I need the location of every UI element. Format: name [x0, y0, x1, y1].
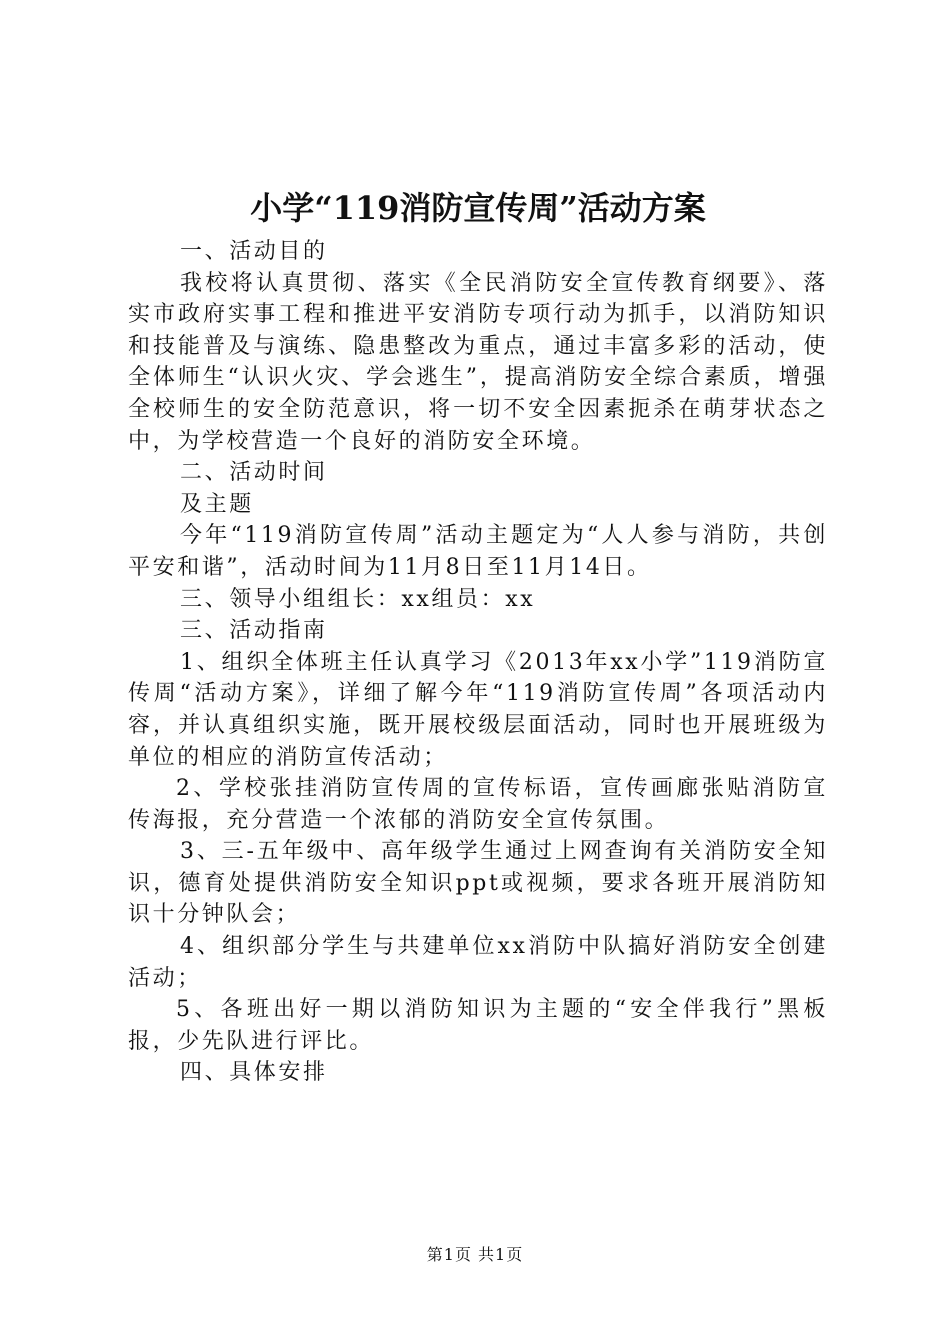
page-footer: 第1页 共1页 — [426, 1245, 524, 1264]
paragraph-purpose: 我校将认真贯彻、落实《全民消防安全宣传教育纲要》、落实市政府实事工程和推进平安消防专项行动为抓手，以消防知识和技能普及与演练、隐患整改为重点，通过丰富多彩的活动，使全体师生“认识火灾、学会逃生”，提高消防安全综合素质，增强全校师生的安全防范意识，将一切不安全因素扼杀在萌芽状态之中，为学校营造一个良好的消防安全环境。 — [128, 270, 828, 454]
section-heading-leadership: 三、领导小组组长：xx组员：xx — [180, 586, 536, 612]
section-heading-arrangement: 四、具体安排 — [180, 1060, 328, 1086]
document-body — [128, 236, 828, 1089]
guide-item-3: 3、三-五年级中、高年级学生通过上网查询有关消防安全知识，德育处提供消防安全知识ppt或视频，要求各班开展消防知识十分钟队会； — [128, 839, 828, 928]
guide-item-2: 2、学校张挂消防宣传周的宣传标语，宣传画廊张贴消防宣传海报，充分营造一个浓郁的消防安全宣传氛围。 — [128, 776, 828, 833]
guide-item-4: 4、组织部分学生与共建单位xx消防中队搞好消防安全创建活动； — [128, 934, 828, 991]
section-heading-theme: 及主题 — [180, 491, 254, 517]
guide-item-5: 5、各班出好一期以消防知识为主题的“安全伴我行”黑板报，少先队进行评比。 — [128, 997, 828, 1054]
section-heading-purpose: 一、活动目的 — [180, 239, 328, 264]
section-heading-guide: 三、活动指南 — [180, 618, 328, 644]
guide-item-1: 1、组织全体班主任认真学习《2013年xx小学”119消防宣传周“活动方案》，详细了解今年“119消防宣传周”各项活动内容，并认真组织实施，既开展校级层面活动，同时也开展班级为单位的相应的消防宣传活动； — [128, 649, 828, 770]
document-title: 小学“119消防宣传周”活动方案 — [250, 189, 706, 227]
document-page — [128, 180, 828, 1089]
paragraph-theme: 今年“119消防宣传周”活动主题定为“人人参与消防，共创平安和谐”，活动时间为11月8日至11月14日。 — [128, 523, 828, 580]
section-heading-time: 二、活动时间 — [180, 460, 328, 486]
